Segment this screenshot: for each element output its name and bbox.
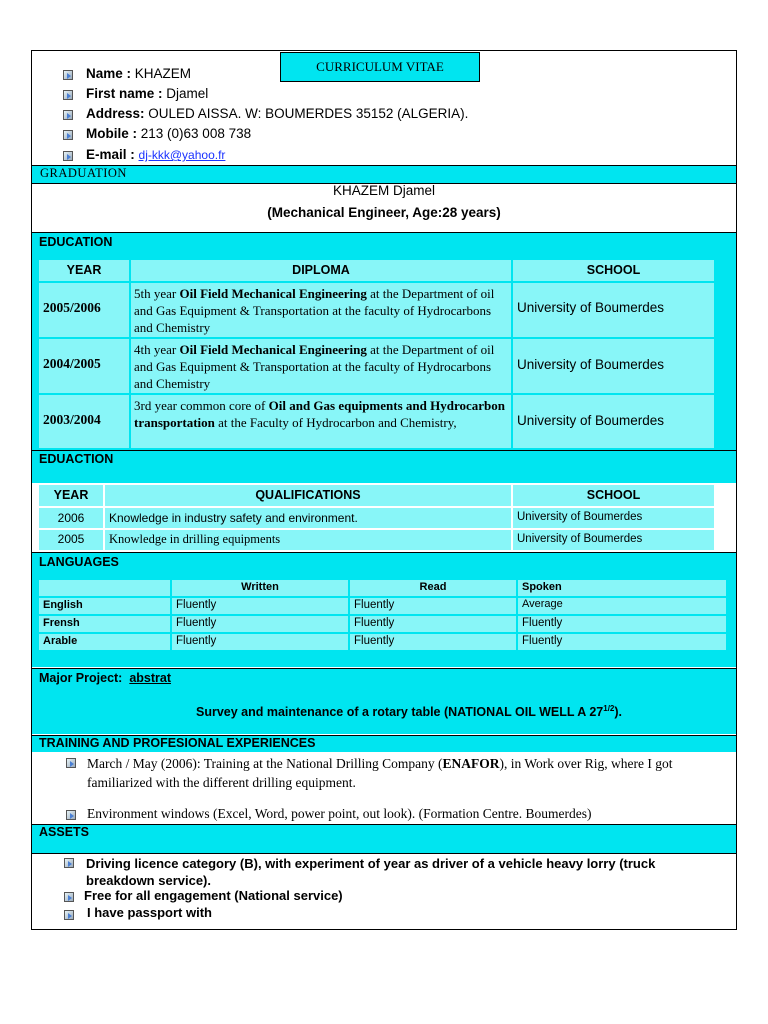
first-name-value: Djamel <box>166 86 209 101</box>
lang-spoken-value: Fluently <box>522 617 563 629</box>
education-header <box>39 235 112 249</box>
training-item-1 <box>87 754 732 792</box>
graduation-name <box>32 183 736 198</box>
edu-diploma-bold: Oil Field Mechanical Engineering <box>179 286 367 301</box>
mobile-value: 213 (0)63 008 738 <box>140 126 252 141</box>
assets-item-3-text: I have passport with <box>87 905 212 920</box>
address-value: OULED AISSA. W: BOUMERDES 35152 (ALGERIA). <box>148 106 469 121</box>
lang-name: Frensh <box>43 617 80 629</box>
address-label: Address: <box>86 106 145 121</box>
edu-school <box>513 339 714 393</box>
qual-text <box>105 508 511 528</box>
lang-spoken-value: Fluently <box>522 635 563 647</box>
qual-col-school-text: SCHOOL <box>586 488 641 502</box>
edu-diploma-post: at the Department of oil and Gas Equipment & Transportation at the faculty of Hydrocarbons and Chemistry <box>134 342 495 391</box>
edu-col-diploma <box>131 260 511 281</box>
lang-col-spoken-text: Spoken <box>522 581 562 593</box>
qual-col-qualifications <box>105 485 511 506</box>
mobile-row <box>86 126 251 141</box>
graduation-role-text: (Mechanical Engineer, Age:28 years) <box>267 205 501 220</box>
lang-read-value: Fluently <box>354 599 395 611</box>
bullet-icon <box>63 110 73 120</box>
edu-diploma-bold: Oil Field Mechanical Engineering <box>179 342 367 357</box>
email-link[interactable]: dj-kkk@yahoo.fr <box>138 148 226 162</box>
edu-school <box>513 395 714 448</box>
edu-year: 2005/2006 <box>43 300 101 315</box>
lang-col-written <box>172 580 348 596</box>
edu-school-text: University of Boumerdes <box>517 357 665 372</box>
edu-diploma-post: at the Faculty of Hydrocarbon and Chemistry, <box>214 415 457 430</box>
edu-col-year <box>39 260 129 281</box>
project-title <box>32 704 768 719</box>
lang-written-value: Fluently <box>176 599 217 611</box>
edu-diploma-pre: 5th year <box>134 286 180 301</box>
edu-year: 2003/2004 <box>43 412 101 427</box>
qual-year: 2005 <box>57 532 85 546</box>
education-header-text: EDUCATION <box>39 235 113 249</box>
edu-diploma-pre: 3rd year common core of <box>134 398 269 413</box>
qual-col-year-text: YEAR <box>53 488 89 502</box>
edu-school-text: University of Boumerdes <box>517 300 665 315</box>
first-name-label: First name : <box>86 86 163 101</box>
cv-title-text: CURRICULUM VITAE <box>316 59 444 74</box>
qual-year: 2006 <box>57 511 85 525</box>
qual-text <box>105 530 511 550</box>
qualifications-header-text: EDUACTION <box>39 452 114 466</box>
edu-col-year-text: YEAR <box>66 263 102 277</box>
assets-item-3 <box>87 905 212 920</box>
edu-diploma <box>131 395 511 448</box>
lang-col-spoken <box>518 580 726 596</box>
training-item-1-post: ), in Work over Rig, where I got familiarized with the different drilling equipment. <box>87 756 673 790</box>
qualifications-section <box>32 450 736 483</box>
lang-read-value: Fluently <box>354 635 395 647</box>
qual-col-year <box>39 485 103 506</box>
email-label: E-mail : <box>86 147 135 162</box>
table-row <box>39 395 129 448</box>
qual-col-school <box>513 485 714 506</box>
lang-name: Arable <box>43 635 78 647</box>
lang-read <box>350 598 516 614</box>
training-header-text: TRAINING AND PROFESIONAL EXPERIENCES <box>39 736 316 750</box>
assets-item-1-text: Driving licence category (B), with experiment of year as driver of a vehicle heavy lorry (truck breakdown service). <box>86 856 656 888</box>
assets-item-2-text: Free for all engagement (National service) <box>84 888 343 903</box>
project-abstract-link[interactable]: abstrat <box>129 671 171 685</box>
qual-school <box>513 530 714 550</box>
edu-year: 2004/2005 <box>43 356 101 371</box>
lang-written <box>172 634 348 650</box>
edu-school <box>513 283 714 337</box>
edu-diploma-pre: 4th year <box>134 342 180 357</box>
lang-col-blank <box>39 580 170 596</box>
table-row <box>39 598 170 614</box>
languages-header <box>39 555 119 569</box>
qual-school <box>513 508 714 528</box>
table-row <box>39 339 129 393</box>
lang-spoken <box>518 616 726 632</box>
graduation-header-text: GRADUATION <box>40 166 127 180</box>
lang-written-value: Fluently <box>176 635 217 647</box>
table-row <box>39 508 103 528</box>
edu-diploma <box>131 283 511 337</box>
qualifications-header <box>39 452 113 466</box>
qual-col-qual-text: QUALIFICATIONS <box>255 488 361 502</box>
qual-text-value: Knowledge in drilling equipments <box>109 532 281 546</box>
assets-header-text: ASSETS <box>39 825 90 839</box>
project-label: Major Project: <box>39 671 123 685</box>
lang-col-read-text: Read <box>419 581 447 593</box>
assets-item-1 <box>86 855 656 889</box>
lang-read <box>350 616 516 632</box>
bullet-icon <box>63 151 73 161</box>
assets-header <box>39 825 89 839</box>
first-name-row <box>86 86 208 101</box>
table-row <box>39 634 170 650</box>
lang-spoken <box>518 598 726 614</box>
edu-col-diploma-text: DIPLOMA <box>292 263 350 277</box>
qual-school-text: University of Boumerdes <box>517 511 643 523</box>
project-title-sup: 1/2 <box>603 704 615 713</box>
training-item-1-pre: March / May (2006): Training at the National Drilling Company ( <box>87 756 443 771</box>
edu-col-school <box>513 260 714 281</box>
lang-read <box>350 634 516 650</box>
table-row <box>39 616 170 632</box>
email-row <box>86 147 225 162</box>
bullet-icon <box>63 90 73 100</box>
project-title-text: Survey and maintenance of a rotary table (NATIONAL OIL WELL A 27 <box>195 705 604 720</box>
cv-title <box>280 52 480 82</box>
training-item-2-text: Environment windows (Excel, Word, power point, out look). (Formation Centre. Boumerdes) <box>87 806 592 821</box>
name-value: KHAZEM <box>134 66 192 81</box>
bullet-icon <box>64 858 74 868</box>
graduation-name-text: KHAZEM Djamel <box>332 183 435 198</box>
training-header <box>39 736 315 750</box>
table-row <box>39 530 103 550</box>
languages-header-text: LANGUAGES <box>39 555 119 569</box>
training-item-2 <box>87 806 732 822</box>
bullet-icon <box>64 892 74 902</box>
bullet-icon <box>64 910 74 920</box>
name-label: Name : <box>86 66 132 81</box>
qual-school-text: University of Boumerdes <box>517 533 643 545</box>
lang-written <box>172 598 348 614</box>
edu-diploma <box>131 339 511 393</box>
lang-spoken <box>518 634 726 650</box>
lang-written-value: Fluently <box>176 617 217 629</box>
edu-col-school-text: SCHOOL <box>586 263 641 277</box>
lang-spoken-value: Average <box>522 598 563 610</box>
training-item-1-bold: ENAFOR <box>442 756 500 771</box>
address-row <box>86 106 468 121</box>
name-row <box>86 66 191 81</box>
assets-header-bar <box>32 824 736 854</box>
lang-written <box>172 616 348 632</box>
mobile-label: Mobile : <box>86 126 137 141</box>
bullet-icon <box>63 130 73 140</box>
lang-name: English <box>43 599 83 611</box>
bullet-icon <box>63 70 73 80</box>
bullet-icon <box>66 758 76 768</box>
project-label-row <box>39 671 171 685</box>
lang-col-read <box>350 580 516 596</box>
graduation-role <box>32 205 736 220</box>
graduation-header <box>32 165 736 184</box>
assets-item-2 <box>84 888 343 903</box>
lang-col-written-text: Written <box>241 581 279 593</box>
edu-diploma-post: at the Department of oil and Gas Equipment & Transportation at the faculty of Hydrocarbons and Chemistry <box>134 286 495 335</box>
edu-school-text: University of Boumerdes <box>517 413 665 428</box>
table-row <box>39 283 129 337</box>
lang-read-value: Fluently <box>354 617 395 629</box>
edu-diploma-bold: Oil and Gas equipments and Hydrocarbon transportation <box>134 398 505 430</box>
bullet-icon <box>66 810 76 820</box>
qual-text-value: Knowledge in industry safety and environment. <box>109 511 358 525</box>
project-title-tail: ). <box>614 705 623 720</box>
